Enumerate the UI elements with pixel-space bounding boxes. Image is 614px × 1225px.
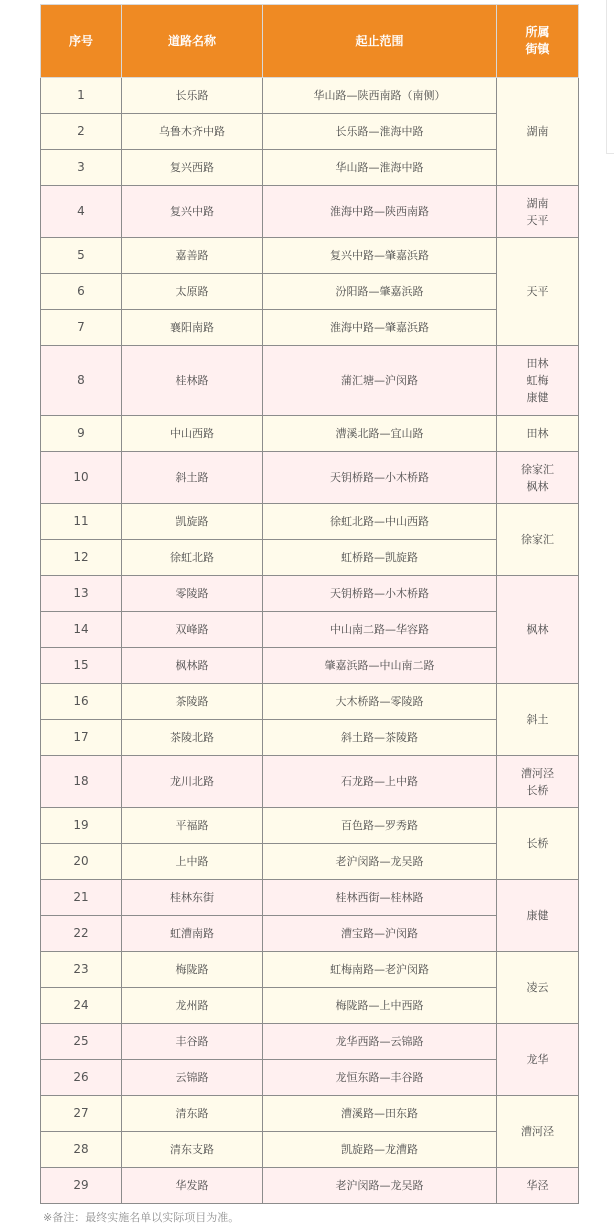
road-name: 上中路: [122, 844, 263, 880]
road-range: 斜土路—茶陵路: [263, 720, 497, 756]
road-name: 双峰路: [122, 612, 263, 648]
table-row: [41, 78, 579, 114]
road-range: 老沪闵路—龙吴路: [263, 844, 497, 880]
street-name: 华泾: [526, 1179, 549, 1192]
street-name: 田林: [526, 427, 549, 440]
road-range: 龙恒东路—丰谷路: [263, 1060, 497, 1096]
street-name: 斜土: [526, 713, 549, 726]
header-street-line1: 所属: [525, 25, 550, 39]
street-cell: [497, 78, 579, 186]
road-name: 凯旋路: [122, 504, 263, 540]
header-street: [497, 5, 579, 78]
road-name: 嘉善路: [122, 238, 263, 274]
road-name: 清东路: [122, 1096, 263, 1132]
row-number: 1: [41, 78, 122, 114]
row-number: 26: [41, 1060, 122, 1096]
road-range: 复兴中路—肇嘉浜路: [263, 238, 497, 274]
road-range: 石龙路—上中路: [263, 756, 497, 808]
table-row: [41, 1096, 579, 1132]
road-range: 徐虹北路—中山西路: [263, 504, 497, 540]
street-name: 田林: [526, 357, 549, 370]
table-row: [41, 1168, 579, 1204]
row-number: 23: [41, 952, 122, 988]
street-cell: [497, 346, 579, 416]
table-row: [41, 1024, 579, 1060]
header-road-name: 道路名称: [122, 5, 263, 78]
road-range: 蒲汇塘—沪闵路: [263, 346, 497, 416]
road-name: 梅陇路: [122, 952, 263, 988]
street-name: 凌云: [526, 981, 549, 994]
road-range: 天钥桥路—小木桥路: [263, 576, 497, 612]
road-name: 龙州路: [122, 988, 263, 1024]
row-number: 21: [41, 880, 122, 916]
table-row: [41, 576, 579, 612]
street-cell: [497, 452, 579, 504]
header-street-line2: 街镇: [525, 42, 550, 56]
row-number: 2: [41, 114, 122, 150]
street-name: 湖南: [526, 196, 549, 210]
street-cell: [497, 808, 579, 880]
road-range: 淮海中路—陕西南路: [263, 186, 497, 238]
road-range: 漕溪路—田东路: [263, 1096, 497, 1132]
table-row: [41, 684, 579, 720]
row-number: 18: [41, 756, 122, 808]
street-name: 虹梅: [526, 374, 549, 387]
street-name: 天平: [526, 213, 549, 227]
row-number: 8: [41, 346, 122, 416]
row-number: 15: [41, 648, 122, 684]
street-cell: [497, 880, 579, 952]
row-number: 29: [41, 1168, 122, 1204]
street-name: 徐家汇: [521, 462, 554, 476]
table-body: [41, 78, 579, 1204]
row-number: 24: [41, 988, 122, 1024]
road-range: 百色路—罗秀路: [263, 808, 497, 844]
street-name: 龙华: [526, 1053, 549, 1066]
table-row: [41, 504, 579, 540]
street-cell: [497, 684, 579, 756]
header-range: 起止范围: [263, 5, 497, 78]
street-cell: [497, 1096, 579, 1168]
row-number: 27: [41, 1096, 122, 1132]
road-name: 平福路: [122, 808, 263, 844]
road-name: 云锦路: [122, 1060, 263, 1096]
road-range: 淮海中路—肇嘉浜路: [263, 310, 497, 346]
row-number: 22: [41, 916, 122, 952]
road-range: 漕宝路—沪闵路: [263, 916, 497, 952]
row-number: 14: [41, 612, 122, 648]
street-cell: [497, 756, 579, 808]
road-range: 梅陇路—上中西路: [263, 988, 497, 1024]
street-cell: [497, 186, 579, 238]
row-number: 19: [41, 808, 122, 844]
row-number: 20: [41, 844, 122, 880]
table-row: [41, 186, 579, 238]
road-range: 龙华西路—云锦路: [263, 1024, 497, 1060]
row-number: 3: [41, 150, 122, 186]
row-number: 6: [41, 274, 122, 310]
row-number: 9: [41, 416, 122, 452]
road-name: 桂林路: [122, 346, 263, 416]
row-number: 13: [41, 576, 122, 612]
street-name: 天平: [526, 285, 549, 298]
road-range: 华山路—陕西南路（南侧）: [263, 78, 497, 114]
road-name: 徐虹北路: [122, 540, 263, 576]
table-header-row: [41, 5, 579, 78]
road-name: 长乐路: [122, 78, 263, 114]
road-range: 肇嘉浜路—中山南二路: [263, 648, 497, 684]
row-number: 17: [41, 720, 122, 756]
road-range: 中山南二路—华容路: [263, 612, 497, 648]
street-name: 康健: [526, 391, 549, 404]
table-row: [41, 756, 579, 808]
road-range: 长乐路—淮海中路: [263, 114, 497, 150]
street-cell: [497, 576, 579, 684]
road-range: 凯旋路—龙漕路: [263, 1132, 497, 1168]
road-name: 襄阳南路: [122, 310, 263, 346]
table-row: [41, 880, 579, 916]
road-name: 复兴中路: [122, 186, 263, 238]
road-range: 漕溪北路—宜山路: [263, 416, 497, 452]
road-range: 汾阳路—肇嘉浜路: [263, 274, 497, 310]
street-cell: [497, 1024, 579, 1096]
road-range: 大木桥路—零陵路: [263, 684, 497, 720]
row-number: 28: [41, 1132, 122, 1168]
side-panel-frame: [606, 0, 614, 154]
street-cell: [497, 416, 579, 452]
road-range: 虹梅南路—老沪闵路: [263, 952, 497, 988]
table-row: [41, 346, 579, 416]
footnote: ※备注：最终实施名单以实际项目为准。: [43, 1211, 240, 1224]
row-number: 10: [41, 452, 122, 504]
street-name: 湖南: [526, 125, 549, 138]
row-number: 5: [41, 238, 122, 274]
table-row: [41, 238, 579, 274]
road-name: 复兴西路: [122, 150, 263, 186]
row-number: 4: [41, 186, 122, 238]
road-name: 华发路: [122, 1168, 263, 1204]
road-name: 太原路: [122, 274, 263, 310]
road-name: 乌鲁木齐中路: [122, 114, 263, 150]
road-name: 桂林东街: [122, 880, 263, 916]
street-name: 长桥: [526, 837, 549, 850]
road-name: 零陵路: [122, 576, 263, 612]
table-row: [41, 952, 579, 988]
road-name: 龙川北路: [122, 756, 263, 808]
row-number: 25: [41, 1024, 122, 1060]
road-range: 华山路—淮海中路: [263, 150, 497, 186]
road-name: 虹漕南路: [122, 916, 263, 952]
road-name: 茶陵路: [122, 684, 263, 720]
road-name: 茶陵北路: [122, 720, 263, 756]
street-name: 漕河泾: [521, 1125, 554, 1138]
street-name: 枫林: [526, 479, 549, 493]
street-name: 康健: [526, 909, 549, 922]
street-name: 长桥: [526, 783, 549, 797]
street-name: 枫林: [526, 623, 549, 636]
road-range: 虹桥路—凯旋路: [263, 540, 497, 576]
table-row: [41, 808, 579, 844]
road-range: 老沪闵路—龙吴路: [263, 1168, 497, 1204]
road-name: 枫林路: [122, 648, 263, 684]
table-row: [41, 452, 579, 504]
row-number: 7: [41, 310, 122, 346]
road-name: 斜土路: [122, 452, 263, 504]
road-range: 桂林西街—桂林路: [263, 880, 497, 916]
street-name: 漕河泾: [521, 766, 554, 780]
road-list-table: [40, 4, 579, 1204]
street-name: 徐家汇: [521, 533, 554, 546]
road-range: 天钥桥路—小木桥路: [263, 452, 497, 504]
row-number: 12: [41, 540, 122, 576]
street-cell: [497, 504, 579, 576]
road-name: 中山西路: [122, 416, 263, 452]
road-name: 丰谷路: [122, 1024, 263, 1060]
row-number: 16: [41, 684, 122, 720]
road-name: 清东支路: [122, 1132, 263, 1168]
table-row: [41, 416, 579, 452]
header-num: 序号: [41, 5, 122, 78]
street-cell: [497, 238, 579, 346]
street-cell: [497, 952, 579, 1024]
street-cell: [497, 1168, 579, 1204]
row-number: 11: [41, 504, 122, 540]
